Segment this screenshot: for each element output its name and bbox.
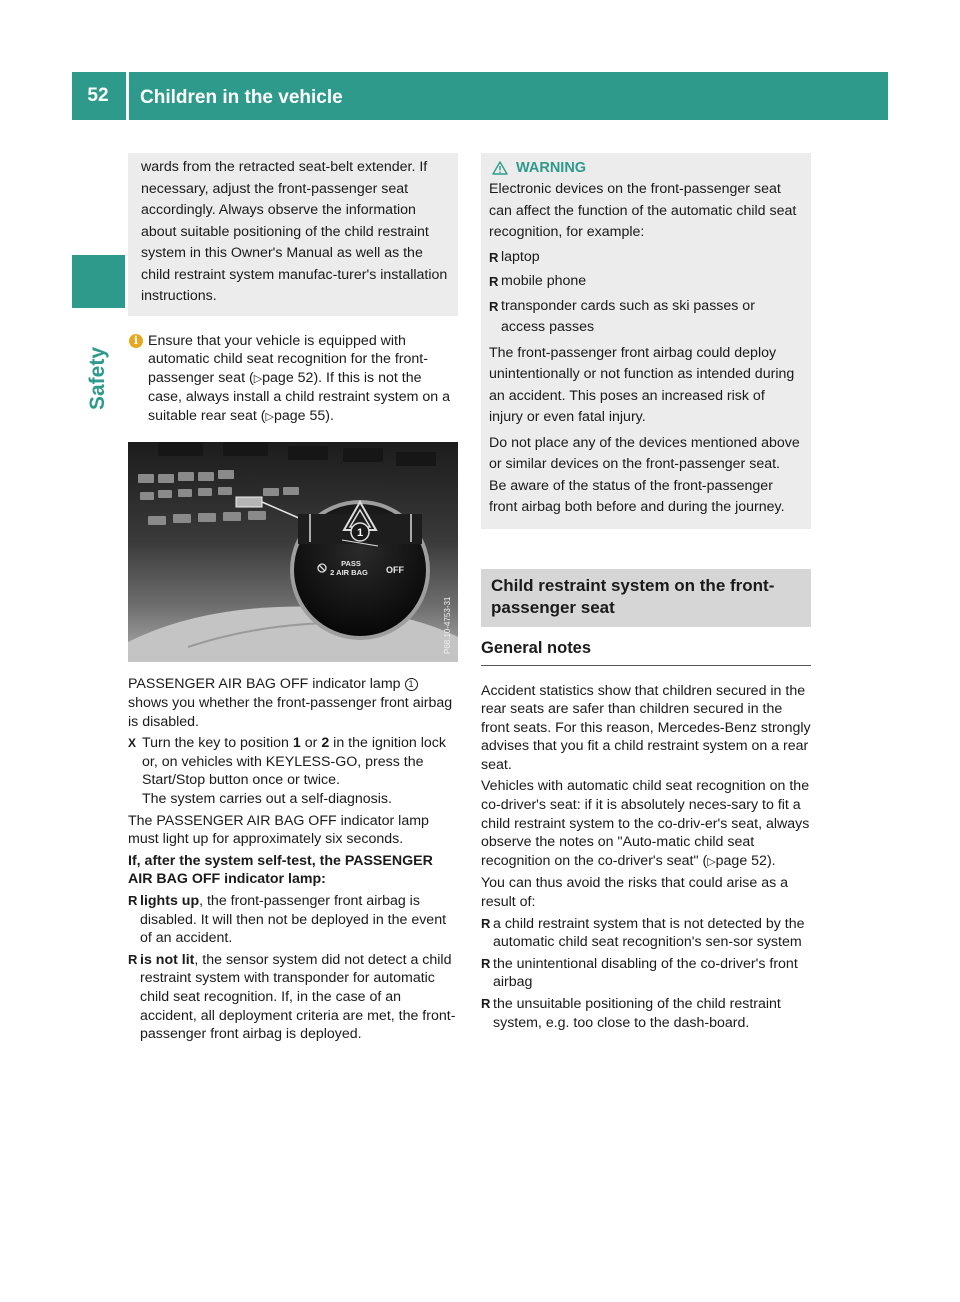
warning-paragraph: Do not place any of the devices mentioned above or similar devices on the front-passenger seat. Be aware of the status of the front-passenger front airbag both before and during the journey. bbox=[489, 434, 800, 515]
list-item: R is not lit, the sensor system did not detect a child restraint system with transponder for automatic child seat recognition. If, in the case of an accident, all deployment criteria are met, the front-passenger front airbag is deployed. bbox=[128, 951, 456, 1043]
indicator-lamp-photo bbox=[128, 442, 458, 662]
bullet-icon: R bbox=[481, 955, 491, 971]
side-tab-label: Safety bbox=[86, 346, 109, 410]
info-note bbox=[128, 332, 458, 427]
page-ref-arrow-icon: ▷ bbox=[707, 855, 716, 868]
step-result: The system carries out a self-diagnosis. bbox=[142, 791, 392, 808]
figure-label-off: OFF bbox=[386, 565, 404, 576]
page-ref-link[interactable]: page 55 bbox=[273, 407, 326, 424]
left-column bbox=[128, 153, 458, 1044]
warning-box bbox=[481, 153, 811, 529]
figure-callout-number: 1 bbox=[356, 527, 364, 540]
bullet-icon: R bbox=[128, 893, 138, 908]
list-item: R lights up, the front-passenger front airbag is disabled. It will then not be deployed in the event of an accident. bbox=[128, 893, 447, 947]
subheading: General notes bbox=[481, 637, 811, 666]
step-text: Turn the key to position 1 or 2 in the ignition lock or, on vehicles with KEYLESS-GO, press the Start/Stop button once or twice. bbox=[142, 735, 446, 789]
info-icon: i bbox=[129, 334, 143, 348]
list-item: R mobile phone bbox=[489, 271, 801, 293]
page-number: 52 bbox=[87, 85, 109, 106]
right-column bbox=[481, 153, 811, 1032]
list-item: R the unsuitable positioning of the child restraint system, e.g. too close to the dash-board. bbox=[481, 996, 781, 1031]
center-console-illustration bbox=[128, 442, 458, 662]
warning-triangle-icon bbox=[492, 161, 508, 175]
warning-title: WARNING bbox=[489, 157, 801, 179]
chapter-title: Children in the vehicle bbox=[140, 87, 343, 108]
bullet-icon: R bbox=[481, 996, 491, 1011]
figure-label-airbag: 2 AIR BAG bbox=[330, 568, 368, 578]
bullet-icon: R bbox=[481, 915, 491, 931]
warning-paragraph: The front-passenger front airbag could deploy unintentionally or not function as intended during an accident. This poses an increased risk of injury or even fatal injury. bbox=[489, 344, 795, 425]
list-item: R transponder cards such as ski passes or access passes bbox=[489, 296, 801, 339]
continued-warning-text: wards from the retracted seat-belt extender. If necessary, adjust the front-passenger seat accordingly. Always observe the information about suitable positioning of the child restraint system in this Owner's Manual as well as the child restraint system manufac-turer's installation instructions. bbox=[141, 159, 448, 304]
list-item: R a child restraint system that is not detected by the automatic child seat recognition's sen-sor system bbox=[481, 915, 805, 951]
bold-heading: If, after the system self-test, the PASSENGER AIR BAG OFF indicator lamp: bbox=[128, 852, 433, 888]
list-item: R laptop bbox=[489, 247, 801, 269]
bullet-icon: R bbox=[489, 249, 499, 265]
instruction-step bbox=[128, 734, 458, 808]
paragraph: The PASSENGER AIR BAG OFF indicator lamp must light up for approximately six seconds. bbox=[128, 812, 429, 848]
bullet-icon: R bbox=[128, 951, 138, 967]
step-arrow-icon: X bbox=[128, 736, 137, 751]
bullet-icon: R bbox=[489, 274, 499, 289]
figure-image-code: P68.10-4753-31 bbox=[443, 597, 452, 655]
list-item: R the unintentional disabling of the co-driver's front airbag bbox=[481, 955, 798, 991]
side-tab-marker bbox=[72, 255, 125, 308]
figure-label-pass: PASS bbox=[341, 559, 361, 569]
page-ref-arrow-icon: ▷ bbox=[265, 410, 274, 423]
callout-marker-icon: 1 bbox=[405, 678, 418, 691]
warning-intro: Electronic devices on the front-passenger seat can affect the function of the automatic child seat recognition, for example: bbox=[489, 181, 797, 240]
header-divider bbox=[126, 72, 129, 120]
bullet-icon: R bbox=[489, 298, 499, 314]
page-ref-arrow-icon: ▷ bbox=[253, 372, 263, 385]
section-title: Child restraint system on the front-passenger seat bbox=[481, 569, 811, 627]
info-note-text: Ensure that your vehicle is equipped with automatic child seat recognition for the front-passenger seat (▷page 52). If this is not the case, always install a child restraint system on a suitable rear seat (▷page 55). bbox=[148, 332, 451, 424]
page-ref-link[interactable]: page 52 bbox=[715, 852, 767, 869]
paragraph: Vehicles with automatic child seat recognition on the co-driver's seat: if it is absolutely neces-sary to fit a child restraint system to the co-driv-er's seat, always observe the notes on "Auto-matic child seat recognition on the co-driver's seat" (▷page 52). bbox=[481, 778, 810, 869]
paragraph: You can thus avoid the risks that could arise as a result of: bbox=[481, 875, 789, 911]
figure-caption: PASSENGER AIR BAG OFF indicator lamp 1 shows you whether the front-passenger front airbag is disabled. bbox=[128, 676, 453, 730]
paragraph: Accident statistics show that children secured in the rear seats are safer than children secured in the front seats. For this reason, Mercedes-Benz strongly advises that you fit a child restraint system on a rear seat. bbox=[481, 682, 811, 773]
page-ref-link[interactable]: page 52 bbox=[262, 369, 314, 386]
continued-warning-box bbox=[128, 153, 458, 316]
